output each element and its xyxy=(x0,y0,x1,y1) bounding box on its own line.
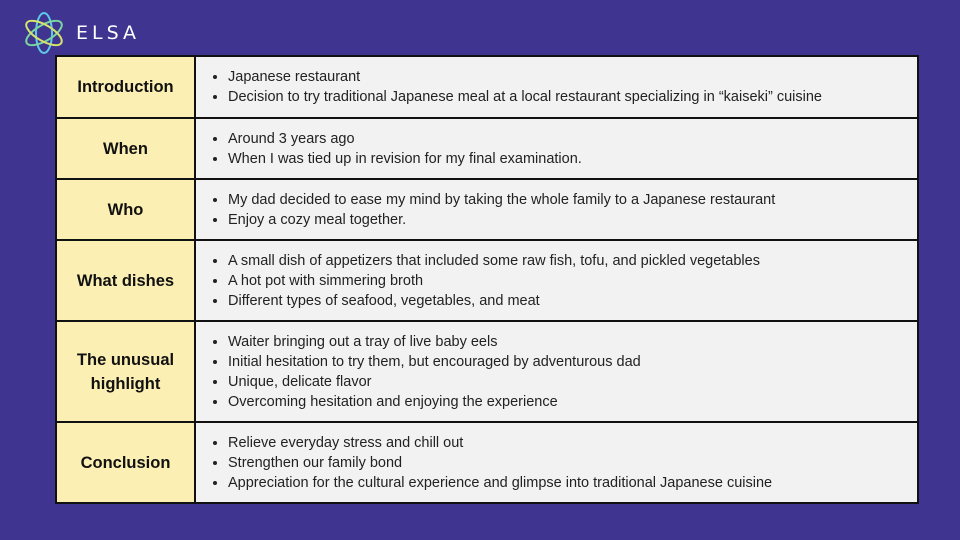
outline-row-what-dishes xyxy=(56,240,918,321)
bullet-item: • Japanese restaurant xyxy=(228,67,909,87)
row-content xyxy=(195,56,918,118)
bullet-list xyxy=(196,58,917,116)
bullet-item: • Relieve everyday stress and chill out xyxy=(228,433,909,453)
bullet-item: • A small dish of appetizers that included some raw fish, tofu, and pickled vegetables xyxy=(228,251,909,271)
row-label: Conclusion xyxy=(56,422,195,503)
bullet-item: • Waiter bringing out a tray of live baby eels xyxy=(228,332,909,352)
elsa-logo-icon xyxy=(22,11,66,55)
bullet-item: • Appreciation for the cultural experience and glimpse into traditional Japanese cuisine xyxy=(228,473,909,493)
row-content xyxy=(195,422,918,503)
outline-row-who xyxy=(56,179,918,240)
row-content xyxy=(195,240,918,321)
row-label: When xyxy=(56,118,195,179)
bullet-list xyxy=(196,242,917,320)
outline-row-when xyxy=(56,118,918,179)
bullet-list xyxy=(196,120,917,178)
bullet-item: • Overcoming hesitation and enjoying the experience xyxy=(228,392,909,412)
row-content xyxy=(195,118,918,179)
bullet-item: • Decision to try traditional Japanese meal at a local restaurant specializing in “kaiseki” cuisine xyxy=(228,87,909,107)
outline-row-unusual-highlight xyxy=(56,321,918,422)
row-label: Who xyxy=(56,179,195,240)
row-label: Introduction xyxy=(56,56,195,118)
row-content xyxy=(195,321,918,422)
row-content xyxy=(195,179,918,240)
bullet-item: • Initial hesitation to try them, but encouraged by adventurous dad xyxy=(228,352,909,372)
outline-row-conclusion xyxy=(56,422,918,503)
bullet-list xyxy=(196,424,917,502)
bullet-item: • Unique, delicate flavor xyxy=(228,372,909,392)
bullet-item: • Different types of seafood, vegetables, and meat xyxy=(228,291,909,311)
brand-logo xyxy=(22,11,140,55)
bullet-item: • Around 3 years ago xyxy=(228,129,909,149)
row-label: The unusual highlight xyxy=(56,321,195,422)
bullet-item: • Strengthen our family bond xyxy=(228,453,909,473)
bullet-list xyxy=(196,323,917,421)
brand-name: ELSA xyxy=(76,22,141,44)
bullet-item: • When I was tied up in revision for my final examination. xyxy=(228,149,909,169)
bullet-list xyxy=(196,181,917,239)
bullet-item: • A hot pot with simmering broth xyxy=(228,271,909,291)
speaking-outline-table xyxy=(55,55,919,504)
bullet-item: • Enjoy a cozy meal together. xyxy=(228,210,909,230)
row-label: What dishes xyxy=(56,240,195,321)
bullet-item: • My dad decided to ease my mind by taking the whole family to a Japanese restaurant xyxy=(228,190,909,210)
outline-row-introduction xyxy=(56,56,918,118)
